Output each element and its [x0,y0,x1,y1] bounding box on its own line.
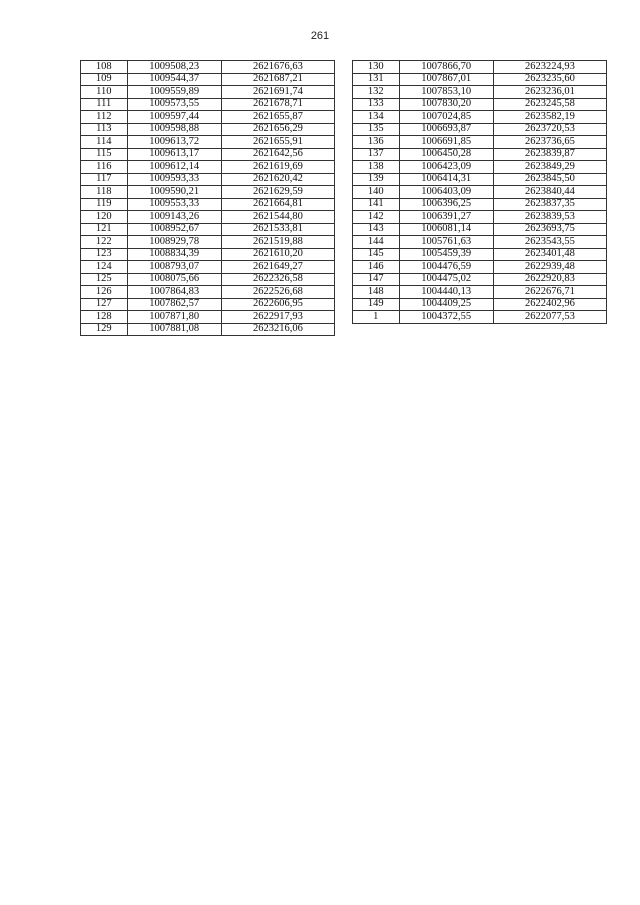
table-row [353,148,607,161]
x-coordinate-cell: 1008929,78 [127,236,221,249]
x-coordinate-cell: 1007864,83 [127,286,221,299]
table-row [81,248,335,261]
x-coordinate-cell: 1004440,13 [399,286,493,299]
point-number-cell: 130 [353,61,400,74]
x-coordinate-cell: 1009553,33 [127,198,221,211]
table-row [353,61,607,74]
y-coordinate-cell: 2621655,91 [221,136,334,149]
y-coordinate-cell: 2621649,27 [221,261,334,274]
table-row [353,186,607,199]
y-coordinate-cell: 2621533,81 [221,223,334,236]
table-row [353,298,607,311]
x-coordinate-cell: 1008075,66 [127,273,221,286]
y-coordinate-cell: 2621629,59 [221,186,334,199]
point-number-cell: 115 [81,148,128,161]
table-row [81,136,335,149]
table-row [353,98,607,111]
x-coordinate-cell: 1006691,85 [399,136,493,149]
table-row [81,161,335,174]
x-coordinate-cell: 1007867,01 [399,73,493,86]
point-number-cell: 123 [81,248,128,261]
table-row [81,86,335,99]
x-coordinate-cell: 1009598,88 [127,123,221,136]
y-coordinate-cell: 2622326,58 [221,273,334,286]
table-row [353,111,607,124]
x-coordinate-cell: 1009613,72 [127,136,221,149]
point-number-cell: 1 [353,311,400,324]
point-number-cell: 114 [81,136,128,149]
y-coordinate-cell: 2621619,69 [221,161,334,174]
point-number-cell: 112 [81,111,128,124]
point-number-cell: 122 [81,236,128,249]
point-number-cell: 121 [81,223,128,236]
point-number-cell: 132 [353,86,400,99]
x-coordinate-cell: 1006391,27 [399,211,493,224]
table-row [353,248,607,261]
y-coordinate-cell: 2622606,95 [221,298,334,311]
table-row [353,123,607,136]
x-coordinate-cell: 1009613,17 [127,148,221,161]
point-number-cell: 126 [81,286,128,299]
point-number-cell: 125 [81,273,128,286]
x-coordinate-cell: 1009573,55 [127,98,221,111]
point-number-cell: 118 [81,186,128,199]
table-row [353,273,607,286]
point-number-cell: 139 [353,173,400,186]
y-coordinate-cell: 2621620,42 [221,173,334,186]
point-number-cell: 110 [81,86,128,99]
table-row [81,61,335,74]
y-coordinate-cell: 2623693,75 [493,223,606,236]
table-row [353,86,607,99]
table-row [353,236,607,249]
table-row [353,73,607,86]
x-coordinate-cell: 1006450,28 [399,148,493,161]
point-number-cell: 137 [353,148,400,161]
point-number-cell: 109 [81,73,128,86]
y-coordinate-cell: 2622939,48 [493,261,606,274]
y-coordinate-cell: 2622920,83 [493,273,606,286]
y-coordinate-cell: 2623840,44 [493,186,606,199]
y-coordinate-cell: 2621519,88 [221,236,334,249]
y-coordinate-cell: 2623849,29 [493,161,606,174]
point-number-cell: 134 [353,111,400,124]
x-coordinate-cell: 1005459,39 [399,248,493,261]
x-coordinate-cell: 1009143,26 [127,211,221,224]
x-coordinate-cell: 1007853,10 [399,86,493,99]
coordinates-table-right [352,60,607,324]
point-number-cell: 128 [81,311,128,324]
point-number-cell: 147 [353,273,400,286]
y-coordinate-cell: 2622676,71 [493,286,606,299]
table-row [81,148,335,161]
point-number-cell: 120 [81,211,128,224]
point-number-cell: 133 [353,98,400,111]
point-number-cell: 131 [353,73,400,86]
y-coordinate-cell: 2623837,35 [493,198,606,211]
x-coordinate-cell: 1009559,89 [127,86,221,99]
x-coordinate-cell: 1007871,80 [127,311,221,324]
x-coordinate-cell: 1005761,63 [399,236,493,249]
x-coordinate-cell: 1007830,20 [399,98,493,111]
table-row [81,98,335,111]
table-row [81,273,335,286]
point-number-cell: 129 [81,323,128,336]
x-coordinate-cell: 1008952,67 [127,223,221,236]
x-coordinate-cell: 1009597,44 [127,111,221,124]
y-coordinate-cell: 2622526,68 [221,286,334,299]
y-coordinate-cell: 2621678,71 [221,98,334,111]
y-coordinate-cell: 2623845,50 [493,173,606,186]
x-coordinate-cell: 1004475,02 [399,273,493,286]
y-coordinate-cell: 2621642,56 [221,148,334,161]
y-coordinate-cell: 2621664,81 [221,198,334,211]
point-number-cell: 127 [81,298,128,311]
y-coordinate-cell: 2623216,06 [221,323,334,336]
point-number-cell: 113 [81,123,128,136]
table-row [81,211,335,224]
point-number-cell: 138 [353,161,400,174]
y-coordinate-cell: 2621676,63 [221,61,334,74]
table-row [353,173,607,186]
y-coordinate-cell: 2623839,87 [493,148,606,161]
table-row [81,311,335,324]
x-coordinate-cell: 1008793,07 [127,261,221,274]
y-coordinate-cell: 2621544,80 [221,211,334,224]
point-number-cell: 143 [353,223,400,236]
table-row [353,311,607,324]
x-coordinate-cell: 1004409,25 [399,298,493,311]
x-coordinate-cell: 1006693,87 [399,123,493,136]
point-number-cell: 111 [81,98,128,111]
point-number-cell: 124 [81,261,128,274]
y-coordinate-cell: 2623736,65 [493,136,606,149]
y-coordinate-cell: 2622917,93 [221,311,334,324]
table-row [81,298,335,311]
point-number-cell: 108 [81,61,128,74]
x-coordinate-cell: 1006396,25 [399,198,493,211]
table-row [353,261,607,274]
x-coordinate-cell: 1007881,08 [127,323,221,336]
point-number-cell: 136 [353,136,400,149]
table-row [81,111,335,124]
y-coordinate-cell: 2623224,93 [493,61,606,74]
x-coordinate-cell: 1009593,33 [127,173,221,186]
coordinates-table-left [80,60,335,336]
y-coordinate-cell: 2623401,48 [493,248,606,261]
x-coordinate-cell: 1004476,59 [399,261,493,274]
y-coordinate-cell: 2623839,53 [493,211,606,224]
y-coordinate-cell: 2621655,87 [221,111,334,124]
y-coordinate-cell: 2621691,74 [221,86,334,99]
table-row [353,211,607,224]
point-number-cell: 146 [353,261,400,274]
point-number-cell: 116 [81,161,128,174]
table-row [81,223,335,236]
y-coordinate-cell: 2623582,19 [493,111,606,124]
x-coordinate-cell: 1007862,57 [127,298,221,311]
table-row [81,73,335,86]
x-coordinate-cell: 1009612,14 [127,161,221,174]
x-coordinate-cell: 1006403,09 [399,186,493,199]
x-coordinate-cell: 1006081,14 [399,223,493,236]
point-number-cell: 142 [353,211,400,224]
point-number-cell: 149 [353,298,400,311]
table-row [353,198,607,211]
point-number-cell: 141 [353,198,400,211]
y-coordinate-cell: 2623235,60 [493,73,606,86]
table-row [81,123,335,136]
point-number-cell: 145 [353,248,400,261]
x-coordinate-cell: 1008834,39 [127,248,221,261]
point-number-cell: 140 [353,186,400,199]
x-coordinate-cell: 1009590,21 [127,186,221,199]
point-number-cell: 135 [353,123,400,136]
y-coordinate-cell: 2622402,96 [493,298,606,311]
table-row [353,136,607,149]
point-number-cell: 117 [81,173,128,186]
x-coordinate-cell: 1009508,23 [127,61,221,74]
x-coordinate-cell: 1007024,85 [399,111,493,124]
table-row [81,186,335,199]
x-coordinate-cell: 1009544,37 [127,73,221,86]
x-coordinate-cell: 1004372,55 [399,311,493,324]
table-row [81,261,335,274]
table-row [81,323,335,336]
y-coordinate-cell: 2621687,21 [221,73,334,86]
point-number-cell: 119 [81,198,128,211]
y-coordinate-cell: 2621656,29 [221,123,334,136]
table-row [81,236,335,249]
y-coordinate-cell: 2623720,53 [493,123,606,136]
table-row [81,198,335,211]
table-row [353,161,607,174]
page-number: 261 [310,30,330,42]
y-coordinate-cell: 2622077,53 [493,311,606,324]
table-row [81,286,335,299]
point-number-cell: 148 [353,286,400,299]
x-coordinate-cell: 1007866,70 [399,61,493,74]
x-coordinate-cell: 1006423,09 [399,161,493,174]
table-row [81,173,335,186]
y-coordinate-cell: 2621610,20 [221,248,334,261]
table-row [353,223,607,236]
x-coordinate-cell: 1006414,31 [399,173,493,186]
y-coordinate-cell: 2623236,01 [493,86,606,99]
y-coordinate-cell: 2623245,58 [493,98,606,111]
point-number-cell: 144 [353,236,400,249]
y-coordinate-cell: 2623543,55 [493,236,606,249]
table-row [353,286,607,299]
